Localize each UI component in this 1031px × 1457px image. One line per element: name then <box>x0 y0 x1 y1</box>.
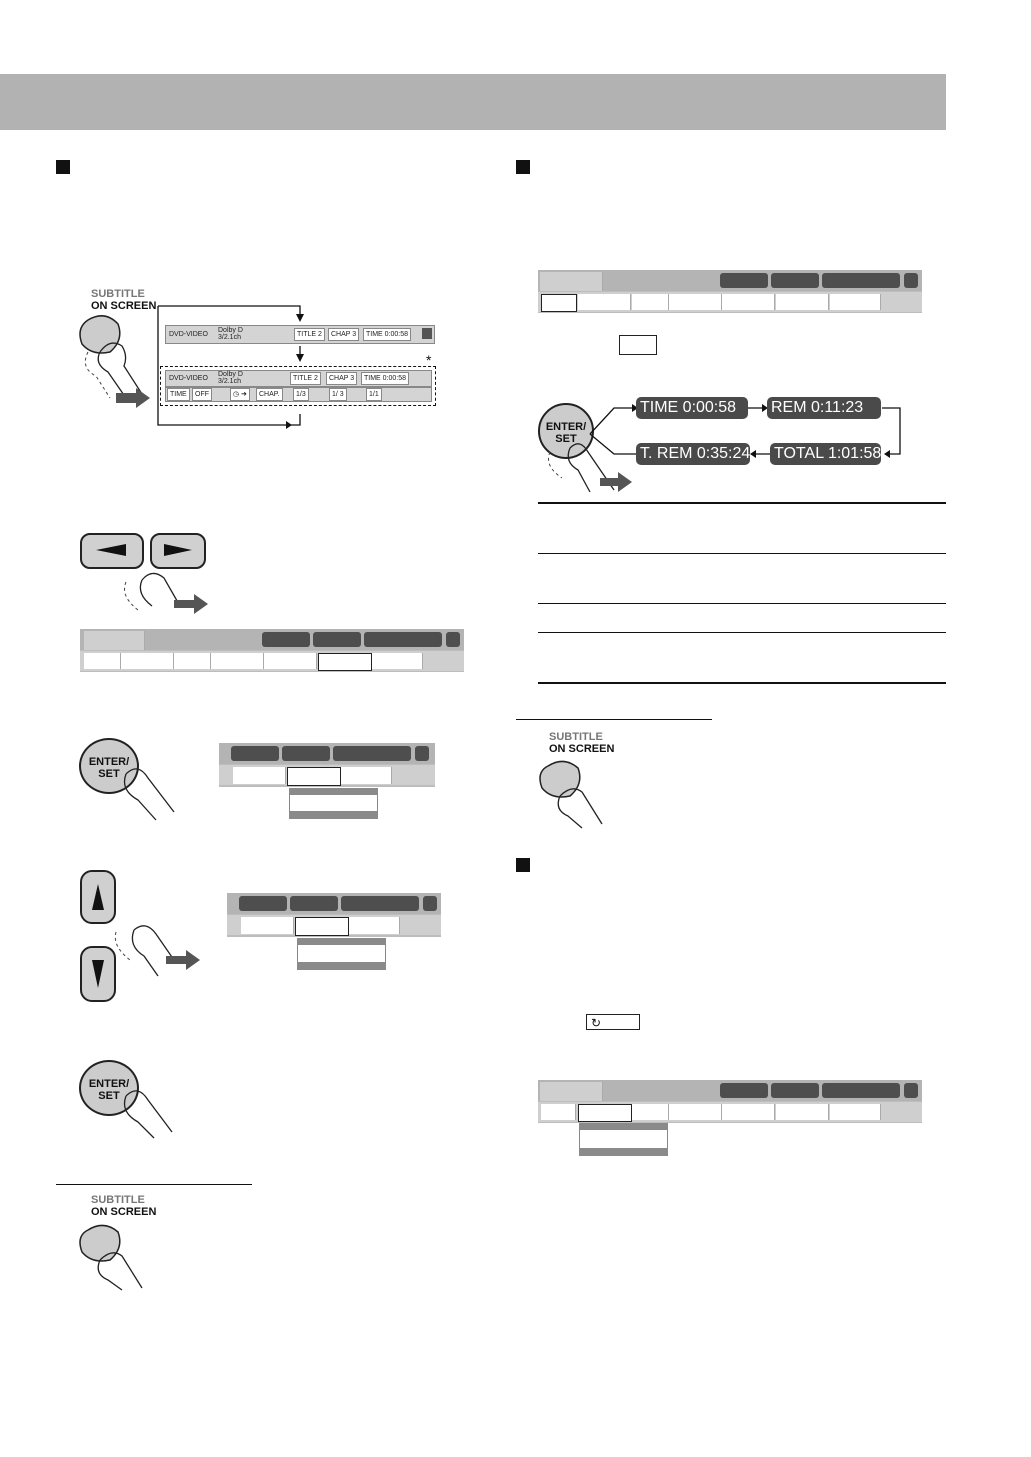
section-marker <box>56 160 70 174</box>
enter-set-button[interactable]: ENTER/ SET <box>79 738 139 794</box>
note-rule <box>516 719 712 720</box>
arrow-right-icon <box>116 388 152 408</box>
audio-icon <box>264 653 317 669</box>
finger-press-icon <box>112 762 192 822</box>
subtitle-dropdown[interactable] <box>289 788 378 820</box>
total-remain-pill: T. REM 0:35:24 <box>636 443 750 465</box>
osd-bar-grey <box>80 629 464 672</box>
finger-press-icon <box>112 920 207 980</box>
right-cursor-button[interactable] <box>150 533 206 569</box>
time-elapsed-pill: TIME 0:00:58 <box>636 397 748 419</box>
finger-press-icon <box>72 1222 152 1292</box>
subtitle-dropdown[interactable] <box>297 938 386 971</box>
left-cursor-button[interactable] <box>80 533 144 569</box>
clock-icon: ◷ ➜ <box>230 388 250 401</box>
clock-icon <box>174 653 211 669</box>
arrow-icon <box>211 653 264 669</box>
table-rule <box>538 553 946 554</box>
osd-bar-partial <box>227 893 441 937</box>
note-rule <box>56 1184 252 1185</box>
header-banner <box>0 74 946 130</box>
osd-function-bar: TIME OFF ◷ ➜ CHAP. 1/3 1/ 3 1/1 <box>165 387 432 402</box>
total-time-pill: TOTAL 1:01:58 <box>770 443 881 465</box>
osd-bar-grey <box>538 270 922 313</box>
osd-bar-partial <box>219 743 435 787</box>
table-rule <box>538 502 946 504</box>
up-cursor-button[interactable] <box>80 870 116 924</box>
finger-press-icon <box>112 566 222 616</box>
down-cursor-button[interactable] <box>80 946 116 1002</box>
repeat-icon: ↻ <box>586 1014 640 1030</box>
subtitle-button-label: SUBTITLE ON SCREEN <box>549 731 615 755</box>
repeat-dropdown[interactable] <box>579 1123 668 1157</box>
asterisk-note: * <box>426 352 432 368</box>
subtitle-button-label: SUBTITLE ON SCREEN <box>91 288 157 312</box>
table-rule <box>538 682 946 684</box>
time-box-icon <box>619 335 657 355</box>
enter-set-button[interactable]: ENTER/ SET <box>79 1060 139 1116</box>
osd-bar-grey <box>538 1080 922 1123</box>
section-marker <box>516 858 530 872</box>
osd-status-bar: DVD-VIDEO Dolby D 3/2.1ch TITLE 2 CHAP 3 TIME 0:00:58 <box>165 325 435 344</box>
enter-set-button[interactable]: ENTER/ SET <box>538 403 594 459</box>
repeat-icon <box>121 653 174 669</box>
osd-status-bar: DVD-VIDEO Dolby D 3/2.1ch TITLE 2 CHAP 3 TIME 0:00:58 <box>165 370 432 387</box>
table-rule <box>538 632 946 633</box>
section-marker <box>516 160 530 174</box>
finger-press-icon <box>532 758 612 830</box>
time-remain-pill: REM 0:11:23 <box>767 397 881 419</box>
subtitle-button-label: SUBTITLE ON SCREEN <box>91 1194 157 1218</box>
finger-press-icon <box>112 1084 192 1140</box>
table-rule <box>538 603 946 604</box>
angle-icon <box>372 653 423 669</box>
subtitle-icon <box>318 653 372 671</box>
